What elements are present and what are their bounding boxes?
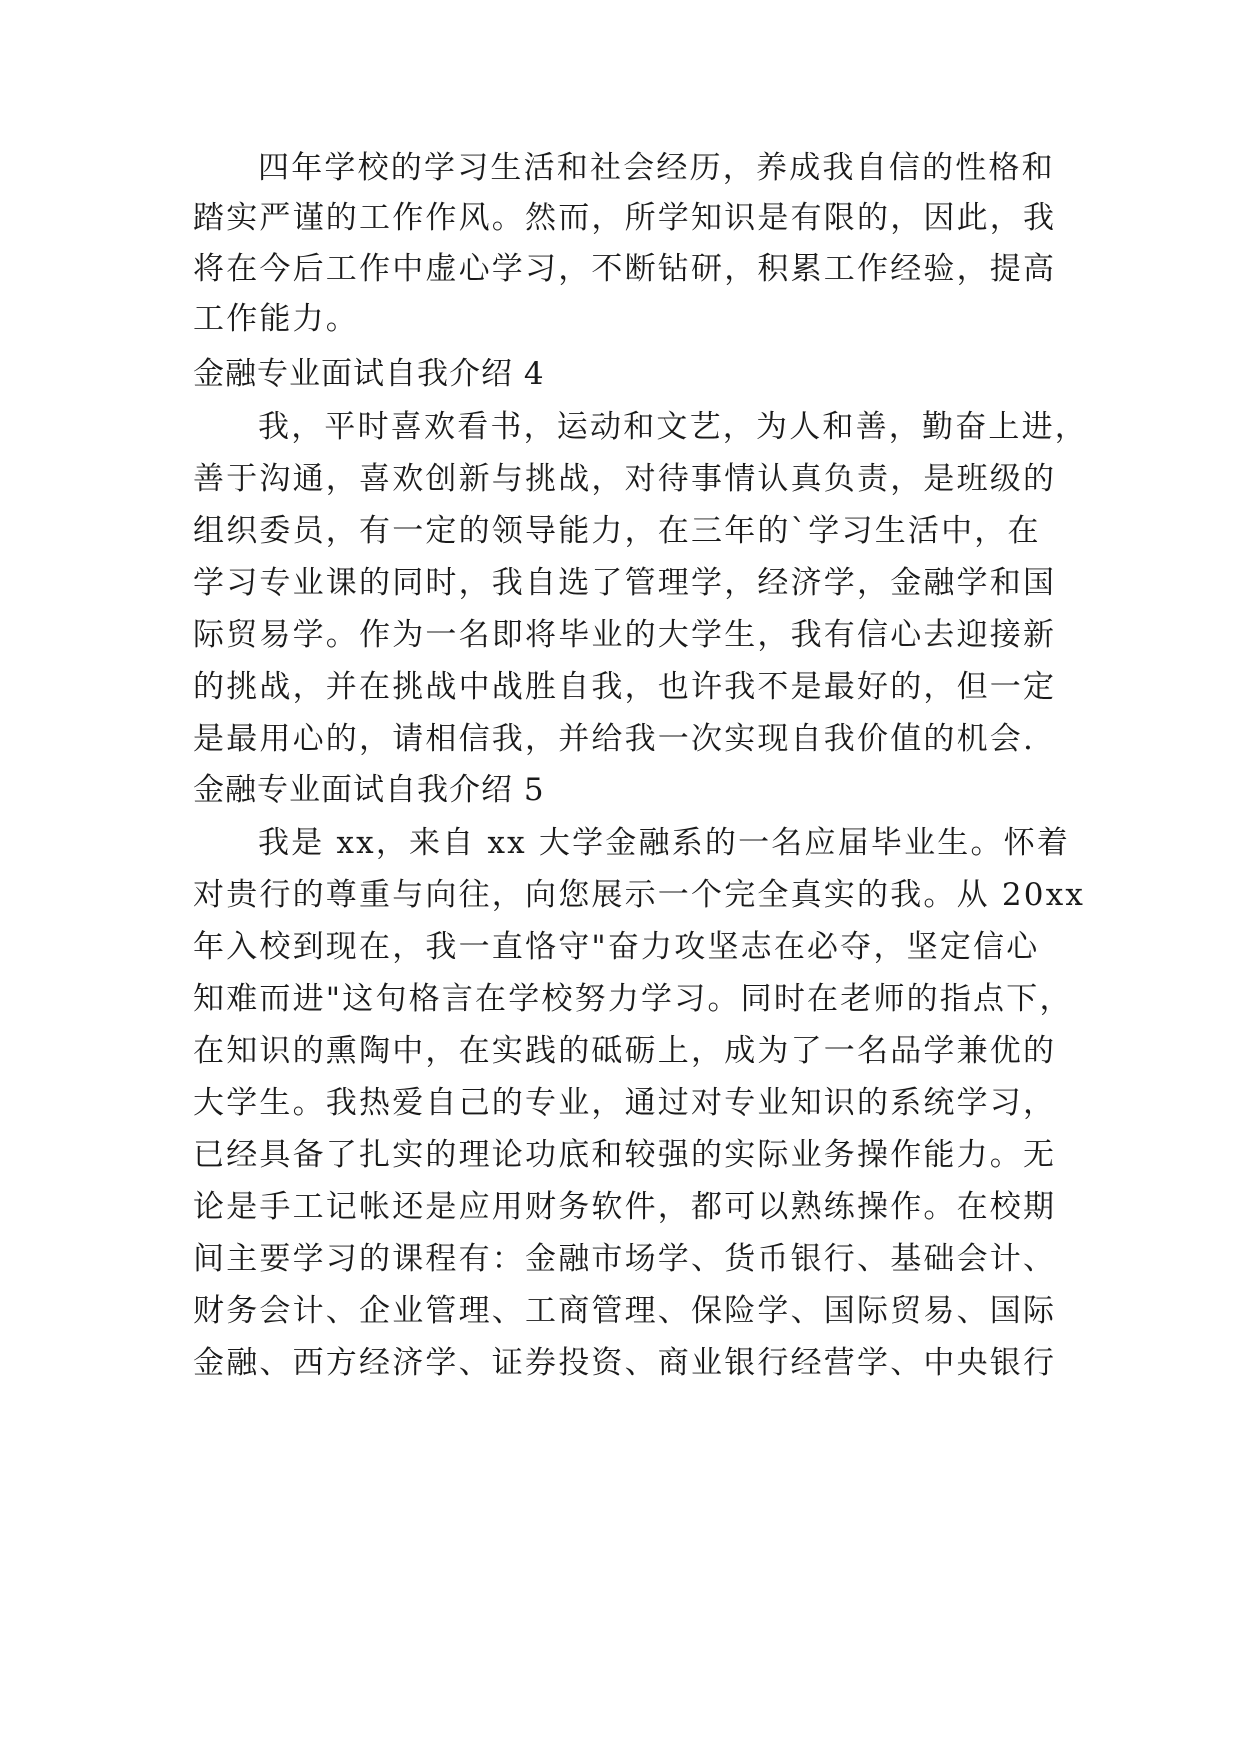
- paragraph-line: 对贵行的尊重与向往，向您展示一个完全真实的我。从 20xx: [193, 877, 1086, 913]
- paragraph-line: 的挑战，并在挑战中战胜自我，也许我不是最好的，但一定: [193, 669, 1057, 705]
- paragraph-line: 财务会计、企业管理、工商管理、保险学、国际贸易、国际: [193, 1293, 1057, 1329]
- section-heading: 金融专业面试自我介绍 5: [193, 772, 545, 808]
- paragraph-line: 四年学校的学习生活和社会经历，养成我自信的性格和: [258, 150, 1055, 186]
- paragraph-line: 金融、西方经济学、证券投资、商业银行经营学、中央银行: [193, 1345, 1057, 1381]
- paragraph-line: 间主要学习的课程有：金融市场学、货币银行、基础会计、: [193, 1241, 1057, 1277]
- section-heading: 金融专业面试自我介绍 4: [193, 356, 545, 392]
- paragraph-line: 将在今后工作中虚心学习，不断钻研，积累工作经验，提高: [193, 251, 1057, 287]
- paragraph-line: 大学生。我热爱自己的专业，通过对专业知识的系统学习，: [193, 1085, 1057, 1121]
- paragraph-line: 知难而进"这句格言在学校努力学习。同时在老师的指点下，: [193, 981, 1073, 1017]
- paragraph-line: 组织委员，有一定的领导能力，在三年的`学习生活中，在: [193, 513, 1041, 549]
- paragraph-line: 际贸易学。作为一名即将毕业的大学生，我有信心去迎接新: [193, 617, 1057, 653]
- paragraph-line: 是最用心的，请相信我，并给我一次实现自我价值的机会.: [193, 721, 1036, 757]
- paragraph-line: 年入校到现在，我一直恪守"奋力攻坚志在必夺，坚定信心: [193, 929, 1040, 965]
- paragraph-line: 在知识的熏陶中，在实践的砥砺上，成为了一名品学兼优的: [193, 1033, 1057, 1069]
- paragraph-line: 踏实严谨的工作作风。然而，所学知识是有限的，因此，我: [193, 200, 1057, 236]
- paragraph-line: 我是 xx，来自 xx 大学金融系的一名应届毕业生。怀着: [258, 825, 1071, 861]
- paragraph-line: 论是手工记帐还是应用财务软件，都可以熟练操作。在校期: [193, 1189, 1057, 1225]
- paragraph-line: 工作能力。: [193, 301, 359, 337]
- paragraph-line: 善于沟通，喜欢创新与挑战，对待事情认真负责，是班级的: [193, 461, 1057, 497]
- paragraph-line: 学习专业课的同时，我自选了管理学，经济学，金融学和国: [193, 565, 1057, 601]
- paragraph-line: 我，平时喜欢看书，运动和文艺，为人和善，勤奋上进，: [258, 409, 1088, 445]
- paragraph-line: 已经具备了扎实的理论功底和较强的实际业务操作能力。无: [193, 1137, 1057, 1173]
